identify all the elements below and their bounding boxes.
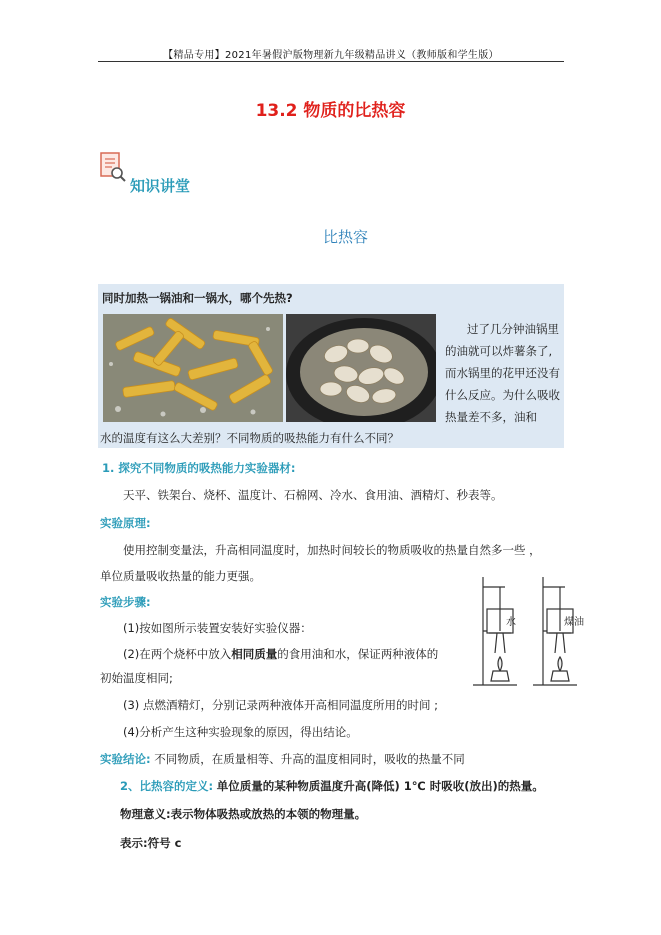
page-title: 13.2 物质的比热容 [255,101,406,121]
step-4: (4)分析产生这种实验现象的原因，得出结论。 [123,725,358,739]
intro-question: 同时加热一锅油和一锅水，哪个先热? [102,291,293,305]
symbol-line: 表示:符号 c [120,836,182,850]
step-2-pre: (2)在两个烧杯中放入 [123,647,232,661]
step-2 [123,646,438,662]
page-header: 【精品专用】2021年暑假沪版物理新九年级精品讲义（教师版和学生版） [163,50,499,61]
step-1: (1)按如图所示装置安装好实验仪器： [123,621,312,635]
step-2-line-2: 初始温度相同; [100,671,173,685]
definition [120,778,544,794]
apparatus-label-water: 水 [506,617,516,628]
physical-meaning: 物理意义:表示物体吸热或放热的本领的物理量。 [120,807,367,821]
step-2-bold: 相同质量 [231,647,278,661]
conclusion-text: 不同物质，在质量相等、升高的温度相同时，吸收的热量不同 [154,752,465,766]
definition-text: 单位质量的某种物质温度升高(降低) 1℃ 时吸收(放出)的热量。 [216,779,544,793]
steps-heading: 实验步骤: [100,595,151,609]
conclusion [100,751,465,767]
intro-paragraph-tail: 水的温度有这么大差别？不同物质的吸热能力有什么不同？ [100,431,399,445]
step-3: (3) 点燃酒精灯，分别记录两种液体开高相同温度所用的时间 ; [123,698,438,712]
principle-heading: 实验原理: [100,516,151,530]
intro-paragraph: 过了几分钟油锅里的油就可以炸薯条了,而水锅里的花甲还没有什么反应。为什么吸收热量差不多，油和 [445,322,560,424]
apparatus-label-kerosene: 煤油 [564,617,584,628]
equipment-text: 天平、铁架台、烧杯、温度计、石棉网、冷水、食用油、酒精灯、秒表等。 [123,488,503,502]
step-2-post: 的食用油和水，保证两种液体的 [277,647,439,661]
document-search-icon [100,152,126,182]
heating-apparatus-diagram [465,573,585,693]
clams-in-water-photo [286,314,436,422]
principle-line-1: 使用控制变量法，升高相同温度时，加热时间较长的物质吸收的热量自然多一些 ， [123,543,541,557]
fried-fries-photo [103,314,283,422]
conclusion-heading: 实验结论: [100,752,151,766]
header-rule [98,61,564,62]
principle-line-2: 单位质量吸收热量的能力更强。 [100,569,261,583]
equipment-heading: 1. 探究不同物质的吸热能力实验器材: [102,461,296,475]
subtitle: 比热容 [322,228,368,246]
definition-heading: 2、比热容的定义: [120,779,214,793]
section-title: 知识讲堂 [130,177,191,195]
